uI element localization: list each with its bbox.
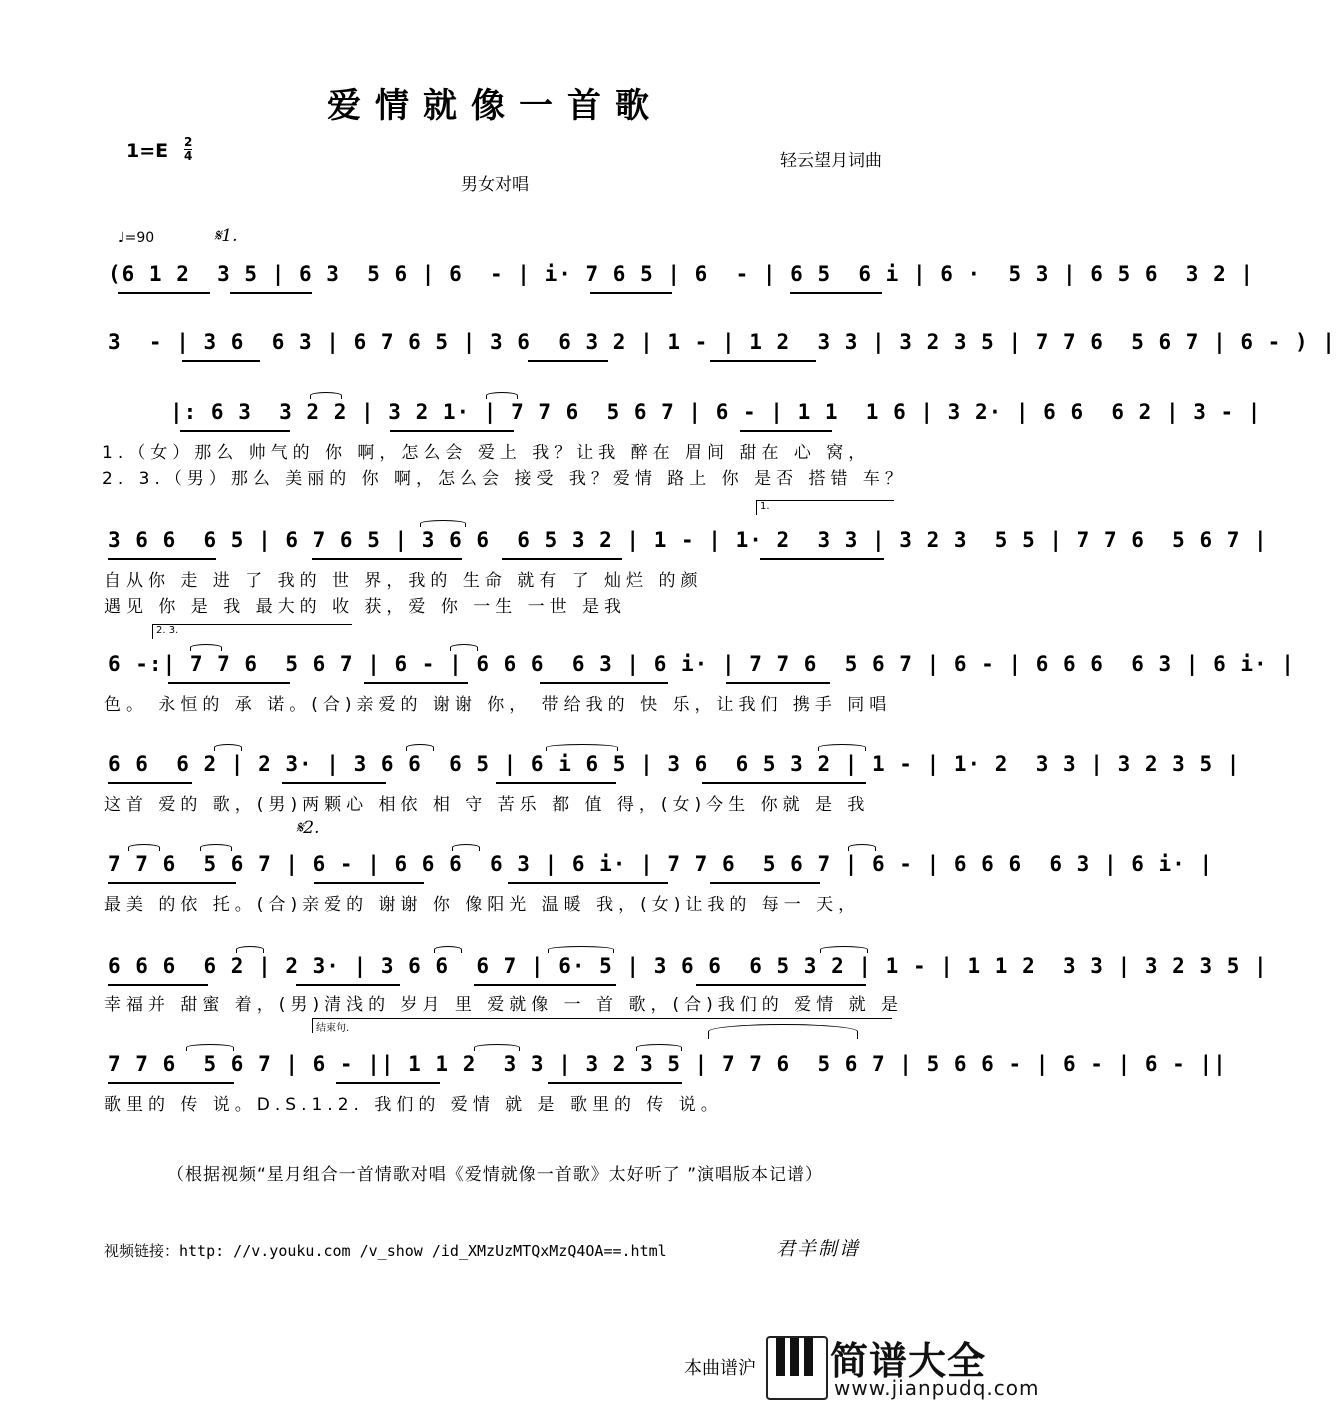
underline bbox=[528, 360, 608, 362]
underline bbox=[364, 682, 468, 684]
key-signature: 1=E bbox=[126, 140, 169, 162]
underline bbox=[108, 882, 236, 884]
system-3-lyrics-verse-2: 2. 3.（男）那么 美丽的 你 啊，怎么会 接受 我？爱情 路上 你 是否 搭错 车？ bbox=[102, 469, 907, 489]
slur bbox=[214, 744, 242, 751]
volta-1: 1. bbox=[756, 500, 894, 515]
system-6-notes: 6 6 6 2 | 2 3· | 3 6 6 6 5 | 6 i 6 5 | 3 6 6 5 3 2 | 1 - | 1· 2 3 3 | 3 2 3 5 | bbox=[108, 752, 1241, 776]
underline bbox=[540, 682, 668, 684]
slur bbox=[546, 744, 618, 751]
underline bbox=[590, 292, 672, 294]
underline bbox=[296, 984, 400, 986]
slur bbox=[636, 1044, 682, 1051]
system-5-notes: 6 -:| 7 7 6 5 6 7 | 6 - | 6 6 6 6 3 | 6 i· | 7 7 6 5 6 7 | 6 - | 6 6 6 6 3 | 6 i· | bbox=[108, 652, 1295, 676]
system-8-lyrics: 幸福并 甜蜜 着，(男)清浅的 岁月 里 爱就像 一 首 歌，(合)我们的 爱情 就 是 bbox=[104, 995, 903, 1015]
underline bbox=[726, 682, 830, 684]
logo-url: www.jianpudq.com bbox=[834, 1376, 1040, 1400]
underline bbox=[180, 430, 290, 432]
system-3-lyrics-verse-1: 1.（女）那么 帅气的 你 啊，怎么会 爱上 我？让我 醉在 眉间 甜在 心 窝， bbox=[102, 443, 871, 463]
slur bbox=[420, 520, 466, 527]
slur bbox=[450, 644, 478, 651]
underline bbox=[168, 682, 290, 684]
underline bbox=[710, 882, 820, 884]
underline bbox=[182, 360, 260, 362]
singers: 男女对唱 bbox=[461, 175, 529, 195]
underline bbox=[230, 292, 312, 294]
slur bbox=[820, 946, 868, 953]
underline bbox=[508, 882, 668, 884]
system-4-notes: 3 6 6 6 5 | 6 7 6 5 | 3 6 6 6 5 3 2 | 1 - | 1· 2 3 3 | 3 2 3 5 5 | 7 7 6 5 6 7 | bbox=[108, 528, 1268, 552]
arranger-stamp: 君羊制谱 bbox=[776, 1238, 861, 1260]
slur bbox=[548, 946, 614, 953]
slur bbox=[236, 946, 264, 953]
system-7-lyrics: 最美 的依 托。(合)亲爱的 谢谢 你 像阳光 温暖 我，(女)让我的 每一 天， bbox=[104, 895, 861, 915]
slur bbox=[190, 644, 222, 651]
slur bbox=[310, 392, 342, 399]
slur bbox=[186, 1044, 234, 1051]
underline bbox=[760, 558, 884, 560]
score-title: 爱情就像一首歌 bbox=[327, 86, 663, 126]
underline bbox=[312, 558, 462, 560]
system-4-lyrics-verse-1: 自从你 走 进 了 我的 世 界，我的 生命 就有 了 灿烂 的颜 bbox=[104, 571, 703, 591]
source-text: 本曲谱沪 bbox=[684, 1358, 756, 1379]
underline bbox=[108, 782, 192, 784]
underline bbox=[108, 558, 216, 560]
tie-long bbox=[708, 1024, 858, 1039]
time-signature-top: 2 bbox=[184, 135, 193, 149]
slur bbox=[200, 844, 232, 851]
slur bbox=[848, 844, 876, 851]
system-6-lyrics: 这首 爱的 歌，(男)两颗心 相依 相 守 苦乐 都 值 得，(女)今生 你就 是 我 bbox=[104, 795, 870, 815]
system-5-lyrics: 色。 永恒的 承 诺。(合)亲爱的 谢谢 你， 带给我的 快 乐，让我们 携手 同唱 bbox=[104, 695, 892, 715]
underline bbox=[496, 782, 616, 784]
system-7-notes: 7 7 6 5 6 7 | 6 - | 6 6 6 6 3 | 6 i· | 7 7 6 5 6 7 | 6 - | 6 6 6 6 3 | 6 i· | bbox=[108, 852, 1214, 876]
composer: 轻云望月词曲 bbox=[780, 151, 882, 171]
slur bbox=[406, 744, 434, 751]
underline bbox=[314, 882, 424, 884]
underline bbox=[108, 984, 208, 986]
system-2-notes: 3 - | 3 6 6 3 | 6 7 6 5 | 3 6 6 3 2 | 1 - | 1 2 3 3 | 3 2 3 5 | 7 7 6 5 6 7 | 6 - ) | bbox=[108, 330, 1336, 354]
system-8-notes: 6 6 6 6 2 | 2 3· | 3 6 6 6 7 | 6· 5 | 3 6 6 6 5 3 2 | 1 - | 1 1 2 3 3 | 3 2 3 5 | bbox=[108, 954, 1268, 978]
volta-2-3: 2. 3. bbox=[152, 624, 352, 639]
underline bbox=[108, 1082, 234, 1084]
ending-label: 结束句. bbox=[312, 1018, 892, 1033]
system-3-notes: |: 6 3 3 2 2 | 3 2 1· | 7 7 6 5 6 7 | 6 - | 1 1 1 6 | 3 2· | 6 6 6 2 | 3 - | bbox=[170, 400, 1262, 424]
tempo-mark: ♩=90 bbox=[118, 230, 155, 246]
underline bbox=[474, 984, 616, 986]
segno-1: 𝄋1. bbox=[214, 226, 238, 246]
logo-brand: 简谱大全 bbox=[830, 1339, 987, 1383]
time-signature-bottom: 4 bbox=[184, 149, 193, 163]
piano-keys-icon bbox=[766, 1336, 828, 1400]
segno-2: 𝄋2. bbox=[296, 818, 320, 838]
underline bbox=[390, 430, 514, 432]
credits: （根据视频“星月组合一首情歌对唱《爱情就像一首歌》太好听了 ”演唱版本记谱） bbox=[166, 1165, 824, 1185]
underline bbox=[710, 360, 816, 362]
underline bbox=[118, 292, 210, 294]
time-signature bbox=[184, 136, 192, 163]
slur bbox=[128, 844, 160, 851]
underline bbox=[336, 1082, 440, 1084]
slur bbox=[818, 744, 866, 751]
underline bbox=[502, 558, 622, 560]
system-4-lyrics-verse-2: 遇见 你 是 我 最大的 收 获，爱 你 一生 一世 是我 bbox=[104, 597, 627, 617]
underline bbox=[282, 782, 386, 784]
video-link[interactable]: 视频链接：http: //v.youku.com /v_show /id_XMzUzMTQxMzQ4OA==.html bbox=[104, 1242, 667, 1260]
underline bbox=[696, 984, 866, 986]
site-logo[interactable] bbox=[764, 1330, 1040, 1401]
system-9-lyrics: 歌里的 传 说。D.S.1.2. 我们的 爱情 就 是 歌里的 传 说。 bbox=[104, 1095, 723, 1115]
system-9-notes: 7 7 6 5 6 7 | 6 - || 1 1 2 3 3 | 3 2 3 5 | 7 7 6 5 6 7 | 5 6 6 - | 6 - | 6 - || bbox=[108, 1052, 1227, 1076]
underline bbox=[740, 430, 832, 432]
slur bbox=[452, 844, 480, 851]
underline bbox=[548, 1082, 682, 1084]
slur bbox=[486, 392, 518, 399]
underline bbox=[702, 782, 866, 784]
underline bbox=[790, 292, 882, 294]
system-1-notes: (6 1 2 3 5 | 6 3 5 6 | 6 - | i· 7 6 5 | 6 - | 6 5 6 i | 6 · 5 3 | 6 5 6 3 2 | bbox=[108, 262, 1255, 286]
slur bbox=[434, 946, 462, 953]
slur bbox=[474, 1044, 520, 1051]
